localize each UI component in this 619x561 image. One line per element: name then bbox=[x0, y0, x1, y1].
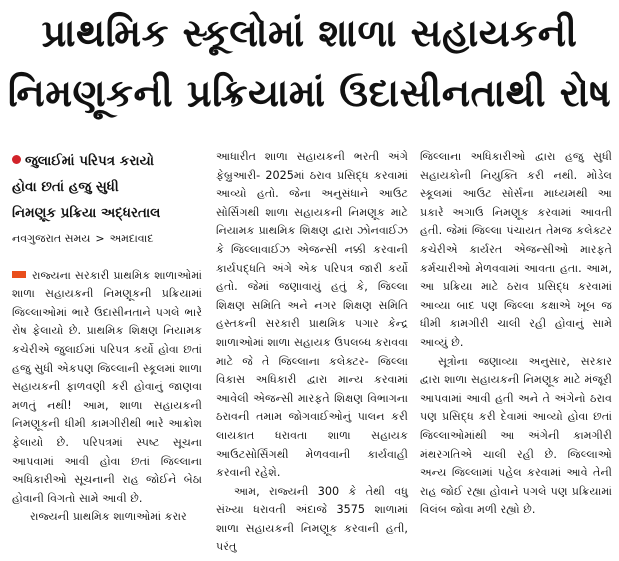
paragraph: રાજ્યની પ્રાથમિક શાળાઓમાં કરાર bbox=[30, 510, 187, 524]
byline-source: નવગુજરાત સમય bbox=[12, 232, 91, 245]
byline-separator: > bbox=[95, 232, 105, 245]
headline-line-2: નિમણૂકની પ્રક્રિયામાં ઉદાસીનતાથી રોષ bbox=[7, 71, 612, 115]
subheadline-line-1: જુલાઈમાં પરિપત્ર કરાયો bbox=[12, 148, 202, 174]
column-3 bbox=[420, 148, 612, 520]
column-2 bbox=[216, 148, 408, 557]
column-1 bbox=[12, 148, 202, 527]
subheadline bbox=[12, 148, 202, 226]
paragraph: જિલ્લાના અધિકારીઓ દ્વારા હજુ સુધી સહાયકોની નિયુક્તિ કરી નથી. મોડેલ સ્કૂલમાં આઉટ સોર્સના માધ્યમથી આ પ્રકારે અગાઉ નિમણૂક કરવામાં આવતી હતી. જેમાં જિલ્લા પંચાયત તેમજ કલેક્ટર કચેરીએ કાર્યરત એજન્સીઓ મારફતે કર્મચારીઓ મેળવવામાં આવતા હતા. આમ, આ પ્રક્રિયા માટે ઠરાવ પ્રસિદ્ધ કરવામાં આવ્યા બાદ પણ જિલ્લા કક્ષાએ ખૂબ જ ધીમી કામગીરી ચાલી રહી હોવાનું સામે આવ્યું છે. bbox=[420, 150, 612, 349]
headline-line-1: પ્રાથમિક સ્કૂલોમાં શાળા સહાયકની bbox=[41, 11, 578, 55]
paragraph: રાજ્યના સરકારી પ્રાથમિક શાળાઓમાં શાળા સહાયકની નિમણૂકની પ્રક્રિયામાં જિલ્લાઓમાં ભારે ઉદાસીનતાને પગલે ભારે રોષ ફેલાયો છે. પ્રાથમિક શિક્ષણ નિયામક કચેરીએ જુલાઈમાં પરિપત્ર કર્યો હોવા છતાં હજુ સુધી એકપણ જિલ્લાની સ્કૂલમાં શાળા સહાયકની ફાળવણી કરી હોવાનું જાણવા મળતું નથી! આમ, શાળા સહાયકની નિમણૂકની ધીમી કામગીરીથી ભારે આક્રોશ ફેલાયો છે. પરિપત્રમાં સ્પષ્ટ સૂચના આપવામાં આવી હોવા છતાં જિલ્લાના અધિકારીઓ સૂચનાની રાહ જોઈને બેઠા હોવાની વિગતો સામે આવી છે. bbox=[12, 268, 202, 505]
byline bbox=[12, 230, 202, 249]
paragraph: સૂત્રોના જણાવ્યા અનુસાર, સરકાર દ્વારા શાળા સહાયકની નિમણૂક માટે મંજૂરી આપવામાં આવી હતી અને તે અંગેનો ઠરાવ પણ પ્રસિદ્ધ કરી દેવામાં આવ્યો હોવા છતાં જિલ્લાઓમાંથી આ અંગેની કામગીરી મંથરગતિએ ચાલી રહી છે. જિલ્લાઓ અન્ય જિલ્લામાં પહેલ કરવામાં આવે તેની રાહ જોઈ રહ્યા હોવાને પગલે પણ પ્રક્રિયામાં વિલંબ જોવા મળી રહ્યો છે. bbox=[420, 354, 612, 517]
subheadline-line-2: હોવા છતાં હજુ સુધી bbox=[12, 179, 119, 195]
paragraph-marker-icon bbox=[12, 271, 26, 278]
paragraph: આમ, રાજ્યની 300 કે તેથી વધુ સંખ્યા ધરાવતી અંદાજે 3575 શાળામાં શાળા સહાયકની નિમણૂક કરવાની હતી, પરંતુ bbox=[216, 484, 408, 554]
headline bbox=[0, 4, 619, 124]
byline-place: અમદાવાદ bbox=[109, 232, 154, 245]
paragraph: આધારીત શાળા સહાયકની ભરતી અંગે ફેબ્રુઆરી- 2025માં ઠરાવ પ્રસિદ્ધ કરવામાં આવ્યો હતો. જેના અનુસંધાને આઉટ સોર્સિંગથી શાળા સહાયકની નિમણૂક માટે નિયામક પ્રાથમિક શિક્ષણ દ્વારા ઝોનવાઈઝ કે જિલ્લાવાઈઝ એજન્સી નક્કી કરવાની કાર્યપદ્ધતિ અંગે એક પરિપત્ર જારી કર્યો હતો. જેમાં જણાવાયું હતું કે, જિલ્લા શિક્ષણ સમિતિ અને નગર શિક્ષણ સમિતિ હસ્તકની સરકારી પ્રાથમિક પગાર કેન્દ્ર શાળાઓમાં શાળા સહાયક ઉપલબ્ધ કરાવવા માટે જે તે જિલ્લાના કલેક્ટર- જિલ્લા વિકાસ અધિકારી દ્વારા માન્ય કરવામાં આવેલી એજન્સી મારફતે શિક્ષણ વિભાગના ઠરાવની તમામ જોગવાઈઓનું પાલન કરી લાયકાત ધરાવતા શાળા સહાયક આઉટસોર્સિંગથી મેળવવાની કાર્યવાહી કરવાની રહેશે. bbox=[216, 150, 408, 480]
red-bullet-icon bbox=[12, 155, 21, 164]
subheadline-line-3: નિમણૂક પ્રક્રિયા અદ્ધરતાલ bbox=[12, 205, 161, 221]
